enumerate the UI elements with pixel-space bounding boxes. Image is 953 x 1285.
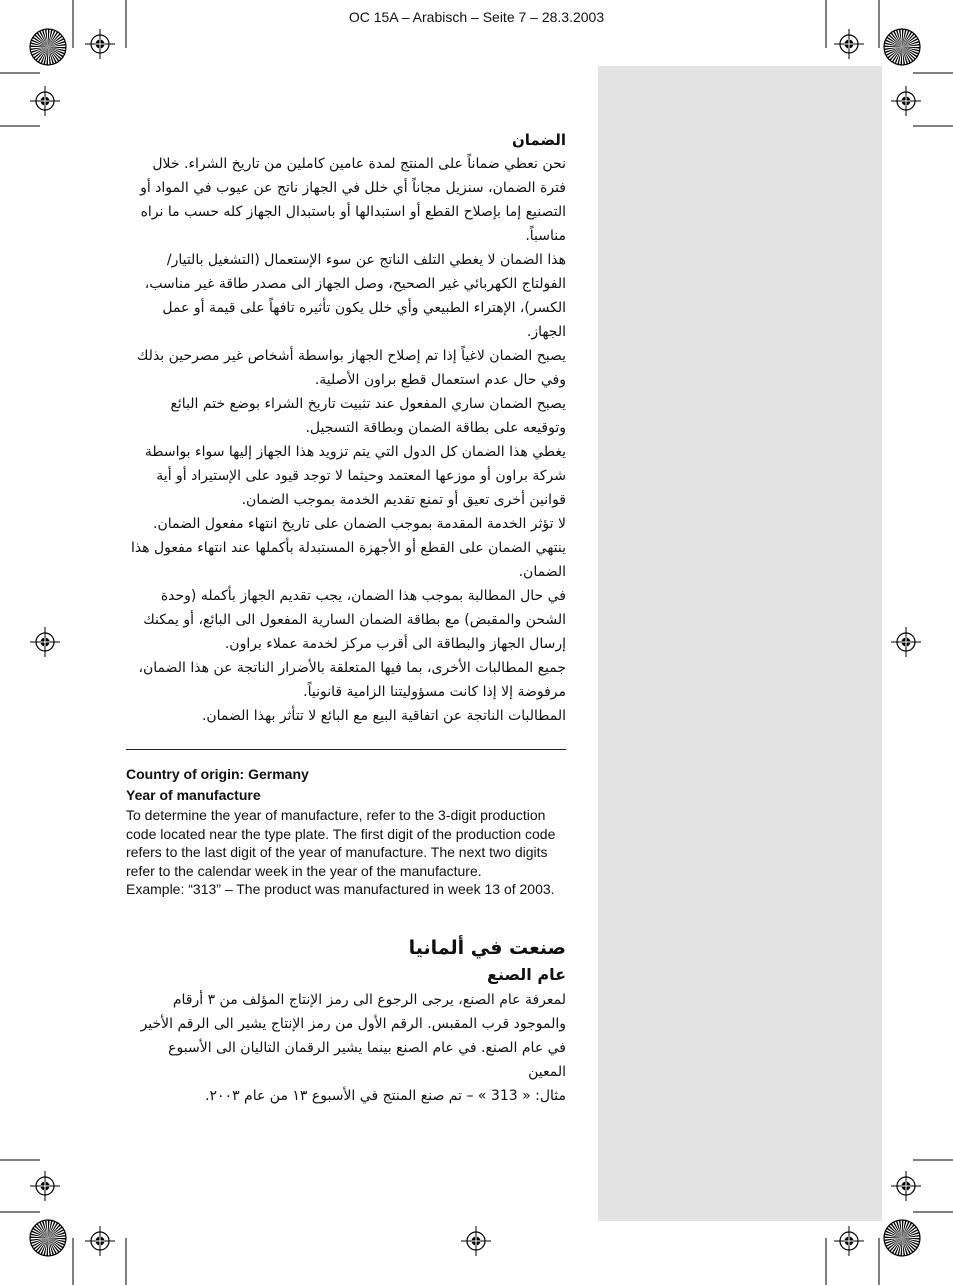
country-of-origin-arabic: صنعت في ألمانيا: [408, 937, 566, 959]
warranty-paragraph-1: نحن نعطي ضماناً على المنتج لمدة عامين كاملين من تاريخ الشراء. خلال فترة الضمان، سنزيل مجاناً أي خلل في الجهاز ناتج عن عيوب في المواد أو التصنيع إما بإصلاح القطع أو استبدالها أو باستبدال الجهاز كله حسب ما نراه مناسباً.: [140, 156, 566, 244]
warranty-paragraph-3: يصبح الضمان لاغياً إذا تم إصلاح الجهاز بواسطة أشخاص غير مصرحين بذلك وفي حال عدم استعمال قطع براون الأصلية.: [136, 348, 566, 388]
crosshair-registration-icon: [834, 29, 864, 59]
crosshair-registration-icon: [834, 1226, 864, 1256]
warranty-paragraph-7: ينتهي الضمان على القطع أو الأجهزة المستبدلة بأكملها عند انتهاء مفعول هذا الضمان.: [130, 540, 566, 580]
crosshair-registration-icon: [891, 1171, 921, 1201]
crosshair-registration-icon: [30, 627, 60, 657]
year-of-manufacture-heading: Year of manufacture: [126, 787, 261, 803]
year-of-manufacture-body-arabic: لمعرفة عام الصنع، يرجى الرجوع الى رمز الإنتاج المؤلف من ٣ أرقام والموجود قرب المقبس. الرقم الأول من رمز الإنتاج يشير الى الرقم الأخير في عام الصنع. في عام الصنع بينما يشير الرقمان التاليان الى الأسبوع المعين: [140, 992, 566, 1080]
page-header: OC 15A – Arabisch – Seite 7 – 28.3.2003: [348, 9, 605, 25]
crosshair-registration-icon: [30, 86, 60, 116]
warranty-paragraph-9: جميع المطالبات الأخرى، بما فيها المتعلقة بالأضرار الناتجة عن هذا الضمان، مرفوضة إلا إذا كانت مسؤوليتنا الزامية قانونياً.: [138, 660, 566, 700]
starburst-registration-icon: [884, 1220, 920, 1256]
warranty-paragraph-2: هذا الضمان لا يغطي التلف الناتج عن سوء الإستعمال (التشغيل بالتيار/ الفولتاج الكهربائي غير الصحيح، وصل الجهاز الى مصدر طاقة غير مناسب، الكسر)، الإهتراء الطبيعي وأي خلل يكون تأثيره تافهاً على قيمة أو عمل الجهاز.: [144, 252, 566, 340]
year-of-manufacture-heading-arabic: عام الصنع: [487, 965, 566, 984]
warranty-paragraph-5: يغطي هذا الضمان كل الدول التي يتم تزويد هذا الجهاز إليها سواء بواسطة شركة براون أو موزعها المعتمد وحيثما لا توجد قيود على الإستيراد أو أية قوانين أخرى تعيق أو تمنع تقديم الخدمة بموجب الضمان.: [144, 444, 566, 508]
year-of-manufacture-example-arabic: مثال: « 313 » – تم صنع المنتج في الأسبوع ١٣ من عام ٢٠٠٣.: [205, 1088, 566, 1104]
year-of-manufacture-example: Example: “313” – The product was manufactured in week 13 of 2003.: [126, 881, 555, 898]
crosshair-registration-icon: [891, 627, 921, 657]
warranty-title: الضمان: [511, 131, 566, 149]
starburst-registration-icon: [30, 1220, 66, 1256]
starburst-registration-icon: [30, 29, 66, 65]
crosshair-registration-icon: [85, 1226, 115, 1256]
warranty-paragraph-10: المطالبات الناتجة عن اتفاقية البيع مع البائع لا تتأثر بهذا الضمان.: [201, 708, 566, 724]
starburst-registration-icon: [884, 29, 920, 65]
crosshair-registration-icon: [30, 1171, 60, 1201]
country-of-origin: Country of origin: Germany: [126, 766, 309, 782]
year-of-manufacture-body: To determine the year of manufacture, refer to the 3-digit production code located near the type plate. The first digit of the production code refers to the last digit of the year of manufacture. The next two digits refer to the calendar week in the year of the manufacture.: [126, 807, 556, 879]
crosshair-registration-icon: [85, 29, 115, 59]
crosshair-registration-icon: [461, 1226, 491, 1256]
warranty-paragraph-4: يصبح الضمان ساري المفعول عند تثبيت تاريخ الشراء بوضع ختم البائع وتوقيعه على بطاقة الضمان وبطاقة التسجيل.: [170, 396, 566, 436]
warranty-paragraph-6: لا تؤثر الخدمة المقدمة بموجب الضمان على تاريخ انتهاء مفعول الضمان.: [153, 516, 566, 532]
crosshair-registration-icon: [891, 86, 921, 116]
warranty-paragraph-8: في حال المطالبة بموجب هذا الضمان، يجب تقديم الجهاز بأكمله (وحدة الشحن والمقبض) مع بطاقة الضمان السارية المفعول الى البائع، أو يمكنك إرسال الجهاز والبطاقة الى أقرب مركز لخدمة عملاء براون.: [143, 588, 566, 652]
